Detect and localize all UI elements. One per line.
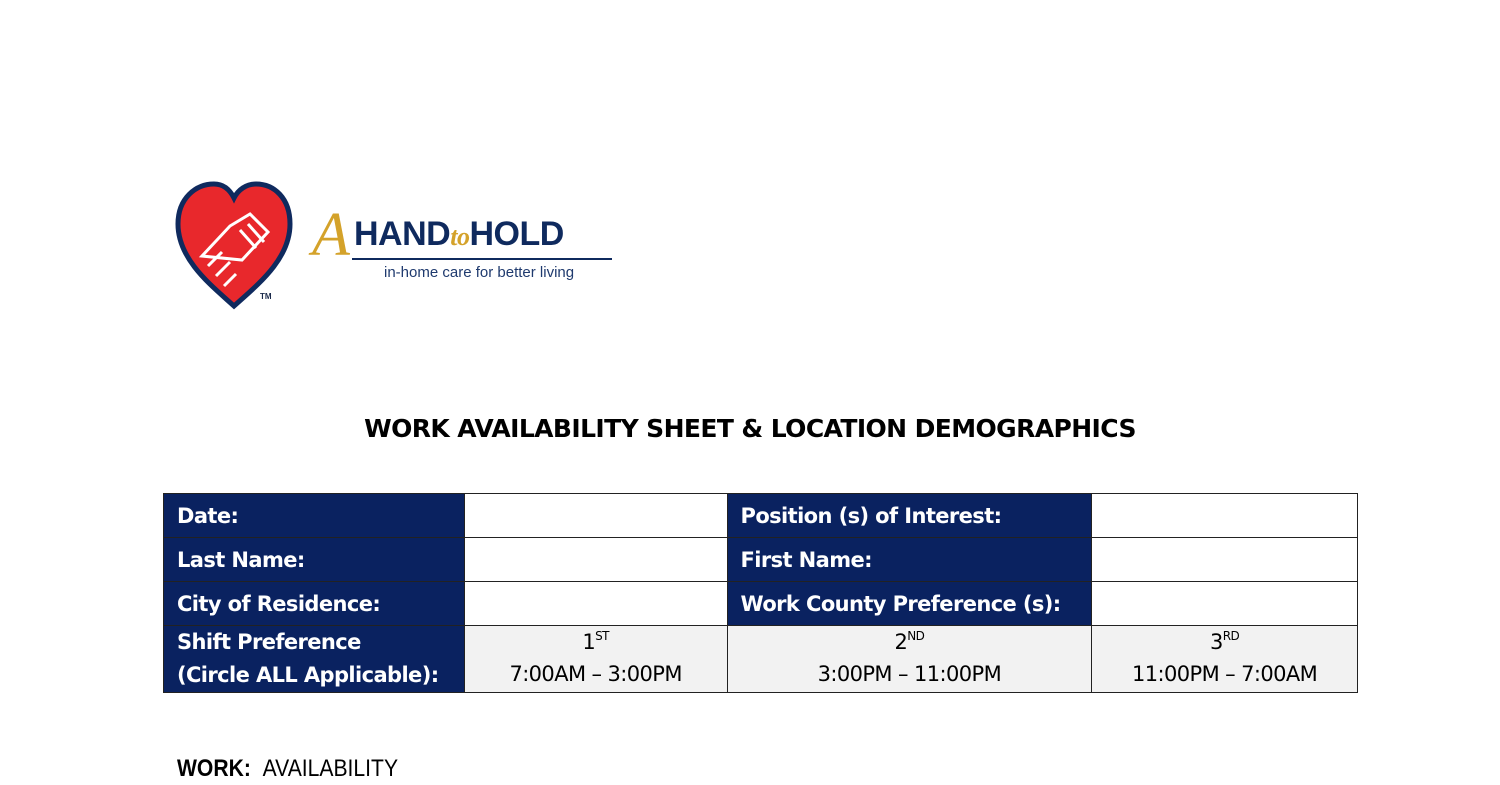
shift-suffix: RD — [1222, 629, 1240, 643]
date-label: Date: — [164, 494, 465, 538]
shift-hours: 7:00AM – 3:00PM — [509, 662, 682, 686]
logo-hold: HOLD — [469, 215, 564, 253]
shift-suffix: ND — [907, 629, 925, 643]
city-label: City of Residence: — [164, 582, 465, 626]
shift-option-2nd[interactable] — [727, 626, 1092, 693]
table-row-shift — [164, 626, 1358, 693]
county-preference-field[interactable] — [1092, 582, 1358, 626]
applicant-info-table — [163, 493, 1358, 693]
shift-hours: 3:00PM – 11:00PM — [817, 662, 1002, 686]
section-heading-work-availability — [177, 755, 398, 783]
logo-underline — [352, 258, 612, 260]
shift-number: 1 — [582, 630, 596, 654]
shift-suffix: ST — [595, 629, 609, 643]
shift-hours: 11:00PM – 7:00AM — [1132, 662, 1318, 686]
logo-hand: HAND — [354, 215, 451, 253]
first-name-label: First Name: — [727, 538, 1092, 582]
heart-handshake-icon — [172, 178, 297, 313]
logo-tagline: in-home care for better living — [384, 264, 575, 281]
shift-label-line1: Shift Preference — [177, 630, 361, 654]
position-field[interactable] — [1092, 494, 1358, 538]
city-field[interactable] — [464, 582, 727, 626]
shift-option-1st[interactable] — [464, 626, 727, 693]
shift-number: 3 — [1210, 630, 1223, 654]
shift-option-3rd[interactable] — [1092, 626, 1358, 693]
shift-number: 2 — [894, 630, 908, 654]
shift-label-line2: (Circle ALL Applicable): — [177, 663, 439, 687]
position-label: Position (s) of Interest: — [727, 494, 1092, 538]
last-name-label: Last Name: — [164, 538, 465, 582]
logo-letter-a: A — [312, 201, 350, 269]
table-row — [164, 494, 1358, 538]
shift-preference-label — [164, 626, 465, 693]
section-text: AVAILABILITY — [262, 755, 399, 782]
logo-brand-name — [354, 217, 564, 251]
logo-wordmark — [312, 200, 617, 280]
table-row — [164, 538, 1358, 582]
document-title: WORK AVAILABILITY SHEET & LOCATION DEMOGRAPHICS — [364, 414, 1136, 443]
table-row — [164, 582, 1358, 626]
last-name-field[interactable] — [464, 538, 727, 582]
trademark-mark: TM — [260, 292, 272, 301]
section-label: WORK: — [177, 755, 251, 782]
company-logo — [172, 178, 622, 313]
first-name-field[interactable] — [1092, 538, 1358, 582]
logo-to: to — [450, 222, 470, 251]
county-preference-label: Work County Preference (s): — [727, 582, 1092, 626]
date-field[interactable] — [464, 494, 727, 538]
